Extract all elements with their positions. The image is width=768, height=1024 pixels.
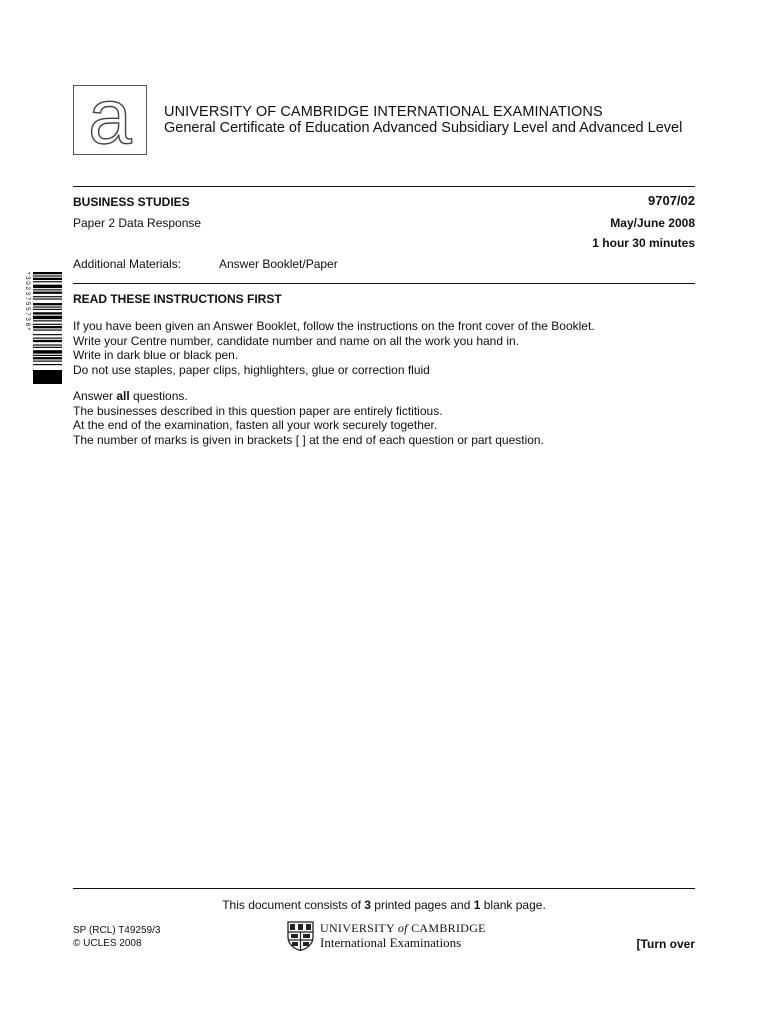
answer-all-emphasis: all: [116, 389, 130, 403]
instruction-line: The number of marks is given in brackets [ ] at the end of each question or part question.: [73, 432, 544, 447]
paper-title: Paper 2 Data Response: [73, 216, 202, 230]
barcode-digits: * 3 0 2 3 7 5 5 7 3 8 *: [24, 272, 31, 331]
subject-title: BUSINESS STUDIES: [73, 195, 190, 209]
top-divider: [73, 186, 695, 187]
qualification-name: General Certificate of Education Advanced Subsidiary Level and Advanced Level: [164, 120, 683, 136]
blank-page-count: 1: [473, 898, 481, 912]
paper-code: 9707/02: [648, 193, 695, 208]
instruction-line: The businesses described in this question paper are entirely fictitious.: [73, 403, 443, 418]
instructions-heading: READ THESE INSTRUCTIONS FIRST: [73, 292, 282, 306]
footer-divider: [73, 888, 695, 889]
turn-over-label: [Turn over: [636, 937, 695, 951]
page-count-text: blank page.: [480, 898, 546, 912]
instruction-line: At the end of the examination, fasten all your work securely together.: [73, 418, 438, 433]
instruction-line: Do not use staples, paper clips, highlighters, glue or correction fluid: [73, 362, 430, 377]
exam-duration: 1 hour 30 minutes: [592, 236, 695, 250]
instruction-line: If you have been given an Answer Booklet, follow the instructions on the front cover of the Booklet.: [73, 319, 595, 333]
page-count-note: [0, 898, 768, 912]
international-examinations: International Examinations: [320, 935, 462, 950]
instructions-divider: [73, 283, 695, 284]
university-name: [320, 921, 486, 936]
instructions-paragraph-1: [73, 319, 595, 377]
exam-board-logo: [73, 72, 147, 160]
answer-all-line: [73, 389, 544, 404]
organisation-name: UNIVERSITY OF CAMBRIDGE INTERNATIONAL EXAMINATIONS: [164, 104, 603, 120]
copyright-notice: © UCLES 2008: [73, 938, 142, 949]
university-name-of: of: [397, 921, 408, 935]
page-count-text: This document consists of: [222, 898, 365, 912]
printed-page-count: 3: [364, 898, 371, 912]
materials-label: Additional Materials:: [73, 257, 182, 271]
materials-value: Answer Booklet/Paper: [219, 257, 338, 271]
reference-code: SP (RCL) T49259/3: [73, 925, 161, 936]
university-name-part: UNIVERSITY: [320, 921, 398, 935]
university-crest-icon: [287, 921, 314, 951]
instruction-line: Write in dark blue or black pen.: [73, 348, 239, 363]
instructions-paragraph-2: [73, 389, 544, 447]
answer-prefix: Answer: [73, 389, 117, 403]
barcode: [23, 272, 63, 412]
exam-session: May/June 2008: [610, 216, 695, 230]
logo-letter: a: [88, 72, 132, 160]
instruction-line: Write your Centre number, candidate number and name on all the work you hand in.: [73, 333, 520, 348]
answer-suffix: questions.: [129, 389, 188, 403]
university-name-part: CAMBRIDGE: [407, 921, 486, 935]
page-count-text: printed pages and: [370, 898, 474, 912]
